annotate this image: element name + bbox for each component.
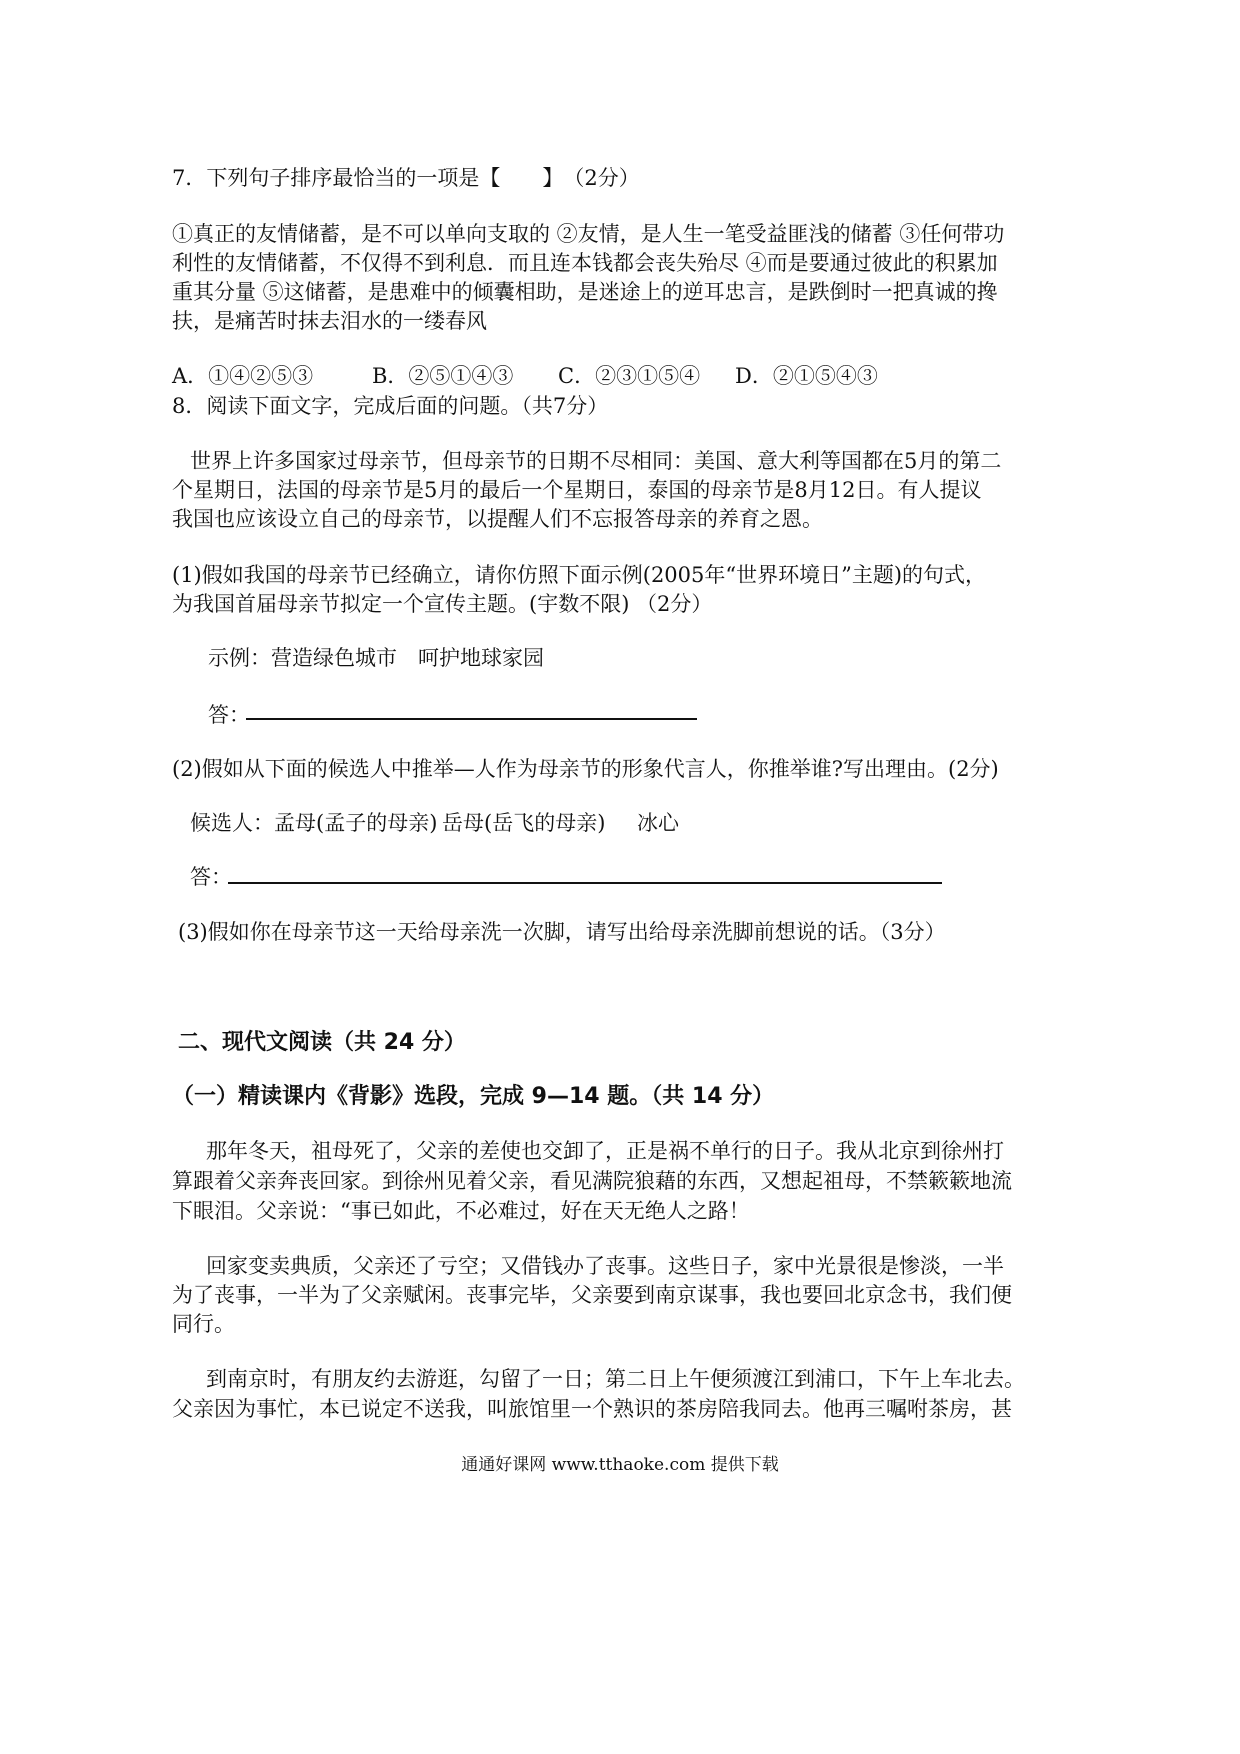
q8-candidate-3: 冰心 <box>637 811 679 835</box>
q8-candidate-2: 岳母(岳飞的母亲) <box>442 811 606 835</box>
q7-option-b: B．②⑤①④③ <box>372 364 514 388</box>
q7-stem: 7．下列句子排序最恰当的一项是【 】 （2分） <box>172 166 640 190</box>
q8-passage-line: 我国也应该设立自己的母亲节，以提醒人们不忘报答母亲的养育之恩。 <box>172 507 823 531</box>
q8-example: 示例：营造绿色城市 呵护地球家园 <box>208 646 544 670</box>
section2-title: 二、现代文阅读（共 24 分） <box>178 1030 466 1055</box>
q8-answer-label-1: 答： <box>208 703 250 727</box>
q8-passage-line: 个星期日，法国的母亲节是5月的最后一个星期日，泰国的母亲节是8月12日。有人提议 <box>172 478 982 502</box>
para3-line: 到南京时，有朋友约去游逛，勾留了一日；第二日上午便须渡江到浦口，下午上车北去。 <box>206 1367 1025 1391</box>
para1-line: 下眼泪。父亲说：“事已如此，不必难过，好在天无绝人之路！ <box>172 1199 750 1223</box>
para1-line: 那年冬天，祖母死了，父亲的差使也交卸了，正是祸不单行的日子。我从北京到徐州打 <box>206 1139 1004 1163</box>
q7-option-a: A．①④②⑤③ <box>172 364 314 388</box>
q7-text-line: 重其分量 ⑤这储蓄，是患难中的倾囊相助，是迷途上的逆耳忠言，是跌倒时一把真诚的搀 <box>172 280 998 304</box>
para2-line: 回家变卖典质，父亲还了亏空；又借钱办了丧事。这些日子，家中光景很是惨淡，一半 <box>206 1254 1004 1278</box>
para2-line: 同行。 <box>172 1312 235 1336</box>
q8-sub3: (3)假如你在母亲节这一天给母亲洗一次脚，请写出给母亲洗脚前想说的话。（3分） <box>178 920 946 944</box>
section2-part1-title: （一）精读课内《背影》选段，完成 9—14 题。（共 14 分） <box>172 1084 775 1109</box>
para3-line: 父亲因为事忙，本已说定不送我，叫旅馆里一个熟识的茶房陪我同去。他再三嘱咐茶房，甚 <box>172 1397 1012 1421</box>
answer-blank-2[interactable] <box>228 882 942 884</box>
q8-sub1-line: (1)假如我国的母亲节已经确立，请你仿照下面示例(2005年“世界环境日”主题)的句式， <box>172 563 987 587</box>
para1-line: 算跟着父亲奔丧回家。到徐州见着父亲，看见满院狼藉的东西，又想起祖母，不禁簌簌地流 <box>172 1169 1012 1193</box>
q7-text-line: 利性的友情储蓄，不仅得不到利息．而且连本钱都会丧失殆尽 ④而是要通过彼此的积累加 <box>172 251 998 275</box>
q8-answer-label-2: 答： <box>190 865 232 889</box>
q7-text-line: ①真正的友情储蓄，是不可以单向支取的 ②友情，是人生一笔受益匪浅的储蓄 ③任何带功 <box>172 222 1005 246</box>
q7-option-c: C．②③①⑤④ <box>558 364 701 388</box>
para2-line: 为了丧事，一半为了父亲赋闲。丧事完毕，父亲要到南京谋事，我也要回北京念书，我们便 <box>172 1283 1012 1307</box>
q8-sub1-line: 为我国首届母亲节拟定一个宣传主题。(宇数不限) （2分） <box>172 592 713 616</box>
q7-text-line: 扶，是痛苦时抹去泪水的一缕春风 <box>172 309 487 333</box>
q8-candidates-label: 候选人：孟母(孟子的母亲) <box>190 811 438 835</box>
page-footer: 通通好课网 www.tthaoke.com 提供下载 <box>461 1455 779 1475</box>
q7-option-d: D．②①⑤④③ <box>735 364 878 388</box>
q8-stem: 8．阅读下面文字，完成后面的问题。（共7分） <box>172 394 609 418</box>
q8-passage-line: 世界上许多国家过母亲节，但母亲节的日期不尽相同：美国、意大利等国都在5月的第二 <box>190 449 1002 473</box>
q8-sub2: (2)假如从下面的候选人中推举—人作为母亲节的形象代言人，你推举谁?写出理由。(2分) <box>172 757 999 781</box>
answer-blank-1[interactable] <box>246 718 697 720</box>
